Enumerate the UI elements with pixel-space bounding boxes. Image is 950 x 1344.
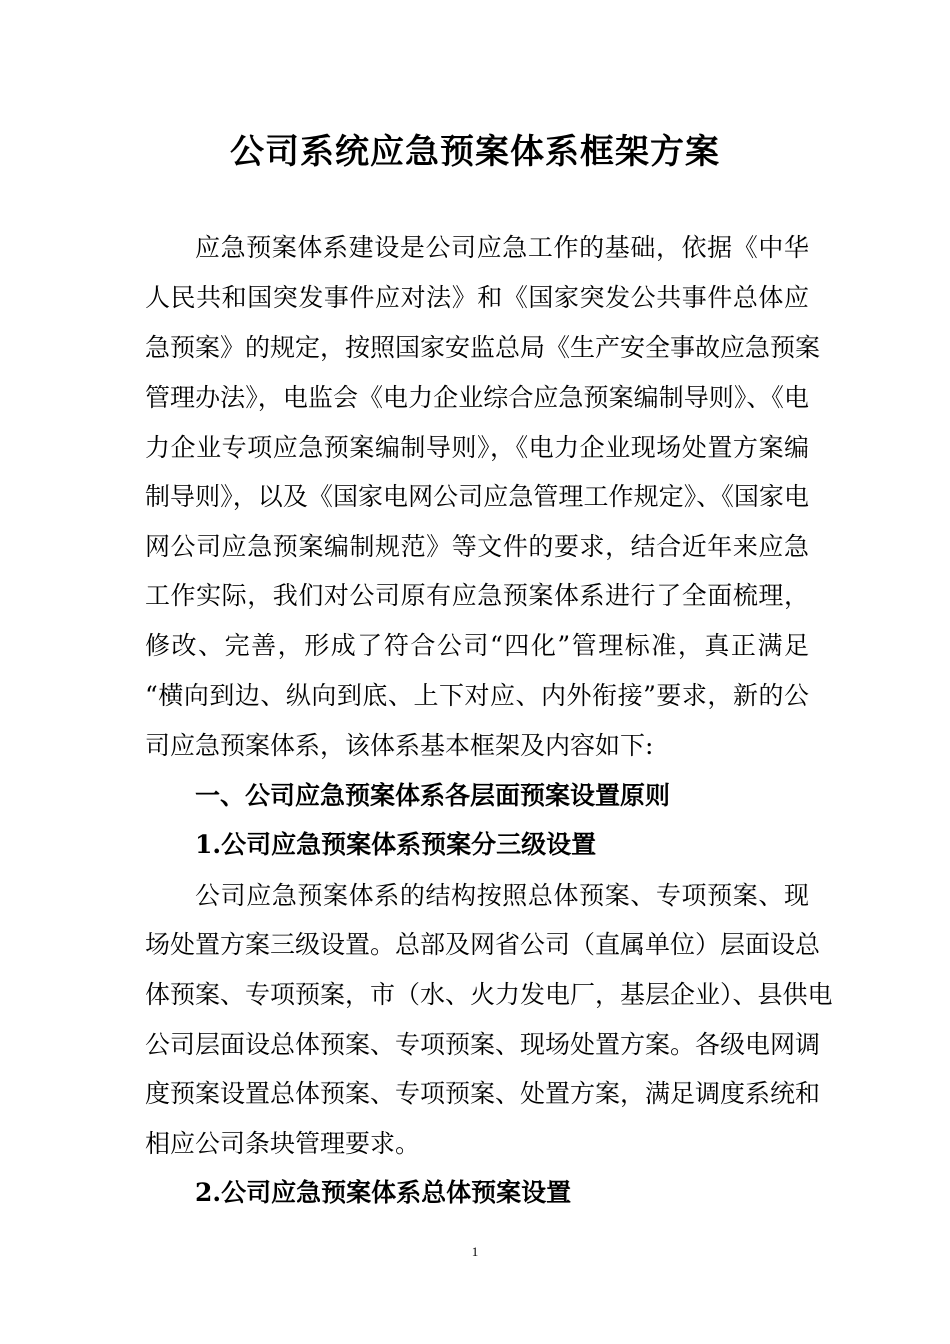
document-title: 公司系统应急预案体系框架方案 — [230, 132, 720, 172]
paragraph-line: “横向到边、纵向到底、上下对应、内外衔接”要求，新的公 — [145, 681, 809, 710]
page-number: 1 — [471, 1244, 479, 1259]
paragraph-line: 司应急预案体系，该体系基本框架及内容如下: — [145, 731, 654, 760]
paragraph-line: 管理办法》，电监会《电力企业综合应急预案编制导则》、《电 — [145, 383, 809, 412]
paragraph-line: 体预案、专项预案，市（水、火力发电厂，基层企业）、县供电 — [145, 980, 833, 1009]
paragraph-line: 应急预案体系建设是公司应急工作的基础，依据《中华 — [195, 233, 809, 262]
paragraph-line: 制导则》，以及《国家电网公司应急管理工作规定》、《国家电 — [145, 482, 809, 511]
paragraph-line: 急预案》的规定，按照国家安监总局《生产安全事故应急预案 — [145, 333, 821, 362]
section-heading: 一、公司应急预案体系各层面预案设置原则 — [195, 781, 671, 810]
paragraph-line: 相应公司条块管理要求。 — [145, 1129, 421, 1158]
paragraph-line: 人民共和国突发事件应对法》和《国家突发公共事件总体应 — [145, 283, 809, 312]
paragraph-line: 修改、完善，形成了符合公司“四化”管理标准，真正满足 — [145, 631, 809, 660]
paragraph-line: 场处置方案三级设置。总部及网省公司（直属单位）层面设总 — [145, 930, 821, 959]
paragraph-line: 公司层面设总体预案、专项预案、现场处置方案。各级电网调 — [145, 1030, 821, 1059]
paragraph-line: 度预案设置总体预案、专项预案、处置方案，满足调度系统和 — [145, 1079, 821, 1108]
paragraph-line: 公司应急预案体系的结构按照总体预案、专项预案、现 — [195, 881, 809, 910]
subsection-heading: 1.公司应急预案体系预案分三级设置 — [195, 830, 597, 859]
paragraph-line: 网公司应急预案编制规范》等文件的要求，结合近年来应急 — [145, 532, 809, 561]
paragraph-line: 工作实际，我们对公司原有应急预案体系进行了全面梳理， — [145, 581, 809, 610]
subsection-heading: 2.公司应急预案体系总体预案设置 — [195, 1178, 572, 1207]
paragraph-line: 力企业专项应急预案编制导则》，《电力企业现场处置方案编 — [145, 433, 809, 462]
